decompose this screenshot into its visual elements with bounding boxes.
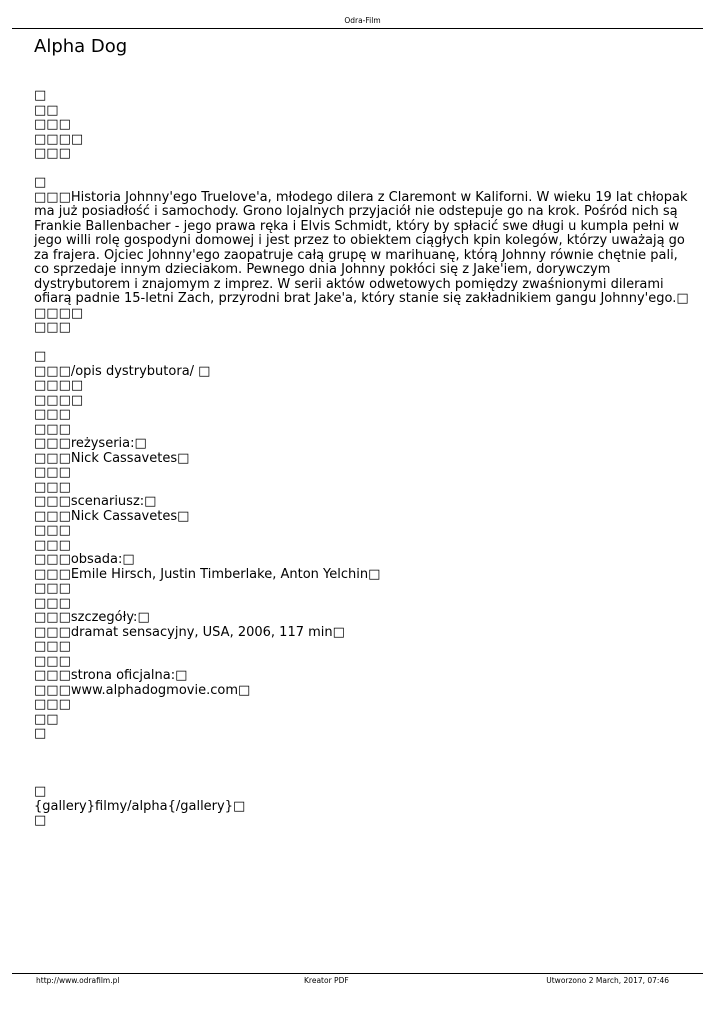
text-line: □ [34, 349, 47, 364]
info-line: □□□□ [34, 392, 84, 408]
footer-generator: Kreator PDF [304, 976, 349, 985]
gallery-tag: {gallery}filmy/alpha{/gallery}□ [34, 798, 246, 814]
cast-label: □□□obsada:□ [34, 552, 135, 567]
text-line: □□□ [34, 146, 71, 161]
text-line: □□□□ [34, 305, 84, 321]
info-line: □□□ [34, 697, 71, 712]
header-divider [12, 28, 703, 29]
website-value: □□□www.alphadogmovie.com□ [34, 682, 251, 698]
cast-value: □□□Emile Hirsch, Justin Timberlake, Anton Yelchin□ [34, 566, 381, 582]
details-label: □□□szczegóły:□ [34, 610, 150, 625]
footer-divider [12, 973, 703, 974]
header-site-name: Odra-Film [344, 16, 381, 25]
text-line: □ [34, 813, 47, 828]
page-title: Alpha Dog [34, 36, 128, 57]
text-line: □ [34, 88, 47, 103]
info-line: □□□ [34, 581, 71, 596]
screenplay-value: □□□Nick Cassavetes□ [34, 508, 190, 524]
director-label: □□□reżyseria:□ [34, 436, 147, 451]
website-label: □□□strona oficjalna:□ [34, 668, 188, 683]
info-line: □□□ [34, 479, 71, 495]
info-line: □□□ [34, 465, 71, 480]
text-line: □ [34, 784, 47, 799]
info-line: □□ [34, 711, 59, 727]
info-line: □ [34, 726, 47, 741]
text-line: □ [34, 175, 47, 190]
info-line: □□□/opis dystrybutora/ □ [34, 363, 211, 379]
footer-created-date: Utworzono 2 March, 2017, 07:46 [546, 976, 669, 985]
director-value: □□□Nick Cassavetes□ [34, 450, 190, 466]
synopsis-paragraph: □□□Historia Johnny'ego Truelove'a, młodego dilera z Claremont w Kaliforni. W wieku 19 lat chłopak ma już posiadłość i samochody. Grono lojalnych przyjaciół nie odstepuje go na krok. Pośród nich są Frankie Ballenbacher - jego prawa ręka i Elvis Schmidt, który by spłacić swe długi u kumpla pełni w jego willi rolę gospodyni domowej i jest przez to obiektem ciągłych kpin kolegów, którzy uważają go za frajera. Ojciec Johnny'ego zaopatruje całą grupę w marihuanę, którą Johnny równie chętnie pali, co sprzedaje innym dzieciakom. Pewnego dnia Johnny pokłóci się z Jake'iem, dorywczym dystrybutorem i znajomym z imprez. W serii aktów odwetowych pomiędzy zwaśnionymi dilerami ofiarą padnie 15-letni Zach, przyrodni brat Jake'a, który stanie się zakładnikiem gangu Johnny'ego.□ [34, 189, 689, 306]
text-line: □□ [34, 102, 59, 118]
text-line: □□□ [34, 117, 71, 132]
info-line: □□□ [34, 639, 71, 654]
info-line: □□□ [34, 407, 71, 422]
text-line: □□□ [34, 320, 71, 335]
details-value: □□□dramat sensacyjny, USA, 2006, 117 min□ [34, 624, 345, 640]
footer-url: http://www.odrafilm.pl [36, 976, 120, 985]
document-body [34, 89, 694, 829]
screenplay-label: □□□scenariusz:□ [34, 494, 157, 509]
info-line: □□□ [34, 421, 71, 437]
info-line: □□□□ [34, 378, 84, 393]
info-line: □□□ [34, 523, 71, 538]
text-line: □□□□ [34, 131, 84, 147]
info-line: □□□ [34, 537, 71, 553]
info-line: □□□ [34, 653, 71, 669]
info-line: □□□ [34, 595, 71, 611]
